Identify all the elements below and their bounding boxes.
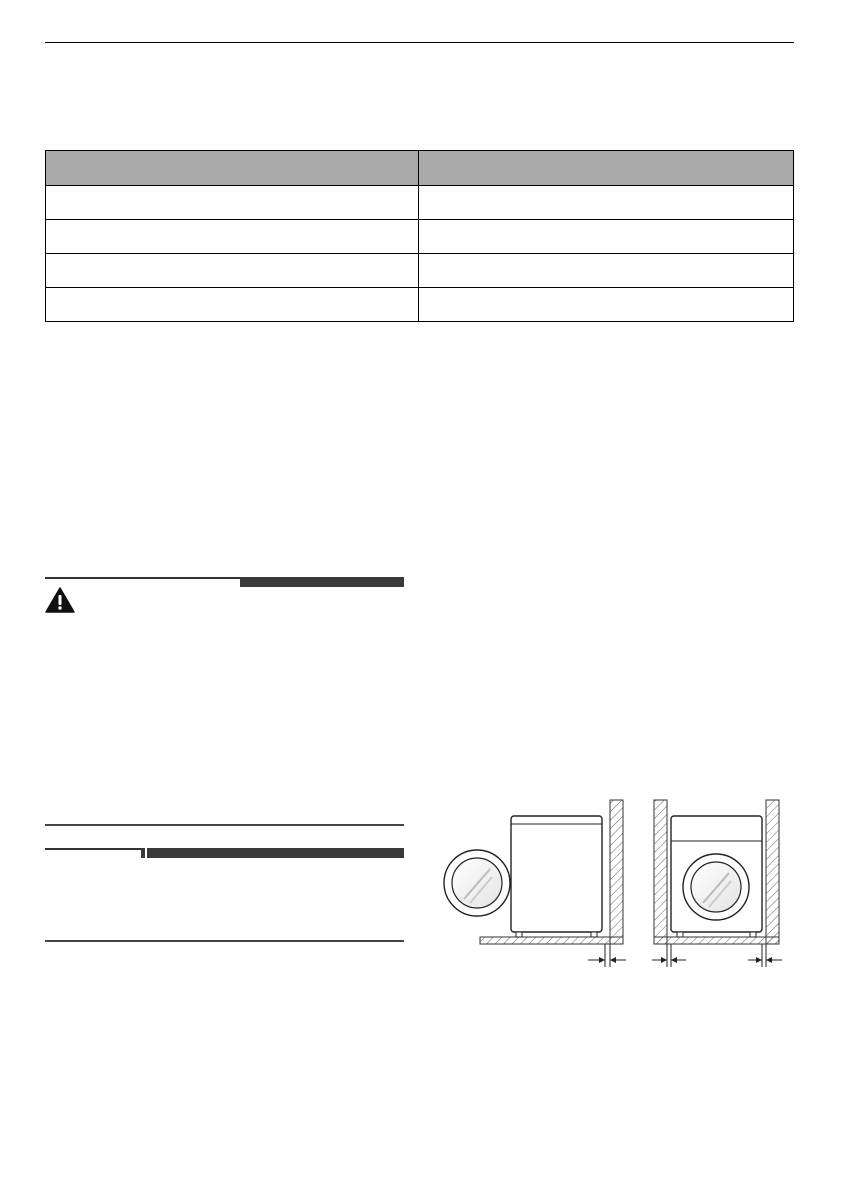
right-wall-hatch (766, 800, 779, 944)
warning-header-rule (45, 577, 241, 579)
top-rule (45, 42, 794, 43)
arrow-head (599, 957, 605, 963)
floor-hatch (654, 937, 779, 944)
spec-table (45, 150, 794, 322)
note-header-tick (141, 848, 145, 858)
note-header-rule (45, 848, 143, 850)
warning-triangle-icon (45, 587, 75, 613)
note-header-fill (147, 848, 404, 858)
table-cell (419, 288, 794, 322)
machine-body-side (511, 816, 602, 932)
machine-foot (677, 932, 683, 937)
table-cell (419, 254, 794, 288)
arrow-head (766, 957, 772, 963)
table-header-cell (46, 151, 419, 186)
table-cell (46, 186, 419, 220)
note-header-bar (45, 848, 404, 858)
table-cell (419, 186, 794, 220)
arrow-head (661, 957, 667, 963)
table-header-cell (419, 151, 794, 186)
machine-foot (591, 932, 597, 937)
table-cell (419, 220, 794, 254)
table-cell (46, 220, 419, 254)
table-row (46, 186, 794, 220)
machine-foot (516, 932, 522, 937)
note-rule-bottom (45, 940, 404, 942)
installation-clearance-diagram (440, 795, 790, 973)
arrow-head (610, 957, 616, 963)
wall-hatch (610, 800, 623, 944)
note-rule-top (45, 824, 404, 826)
table-row (46, 220, 794, 254)
warning-header-fill (240, 577, 404, 587)
table-row (46, 254, 794, 288)
front-view (652, 800, 782, 967)
warning-header-bar (45, 577, 404, 587)
machine-foot (750, 932, 756, 937)
table-header-row (46, 151, 794, 186)
table-cell (46, 254, 419, 288)
warning-section (45, 577, 404, 587)
arrow-head (671, 957, 677, 963)
left-wall-hatch (654, 800, 667, 944)
side-view (444, 800, 626, 967)
floor-hatch (480, 937, 623, 944)
arrow-head (756, 957, 762, 963)
table-cell (46, 288, 419, 322)
table-row (46, 288, 794, 322)
